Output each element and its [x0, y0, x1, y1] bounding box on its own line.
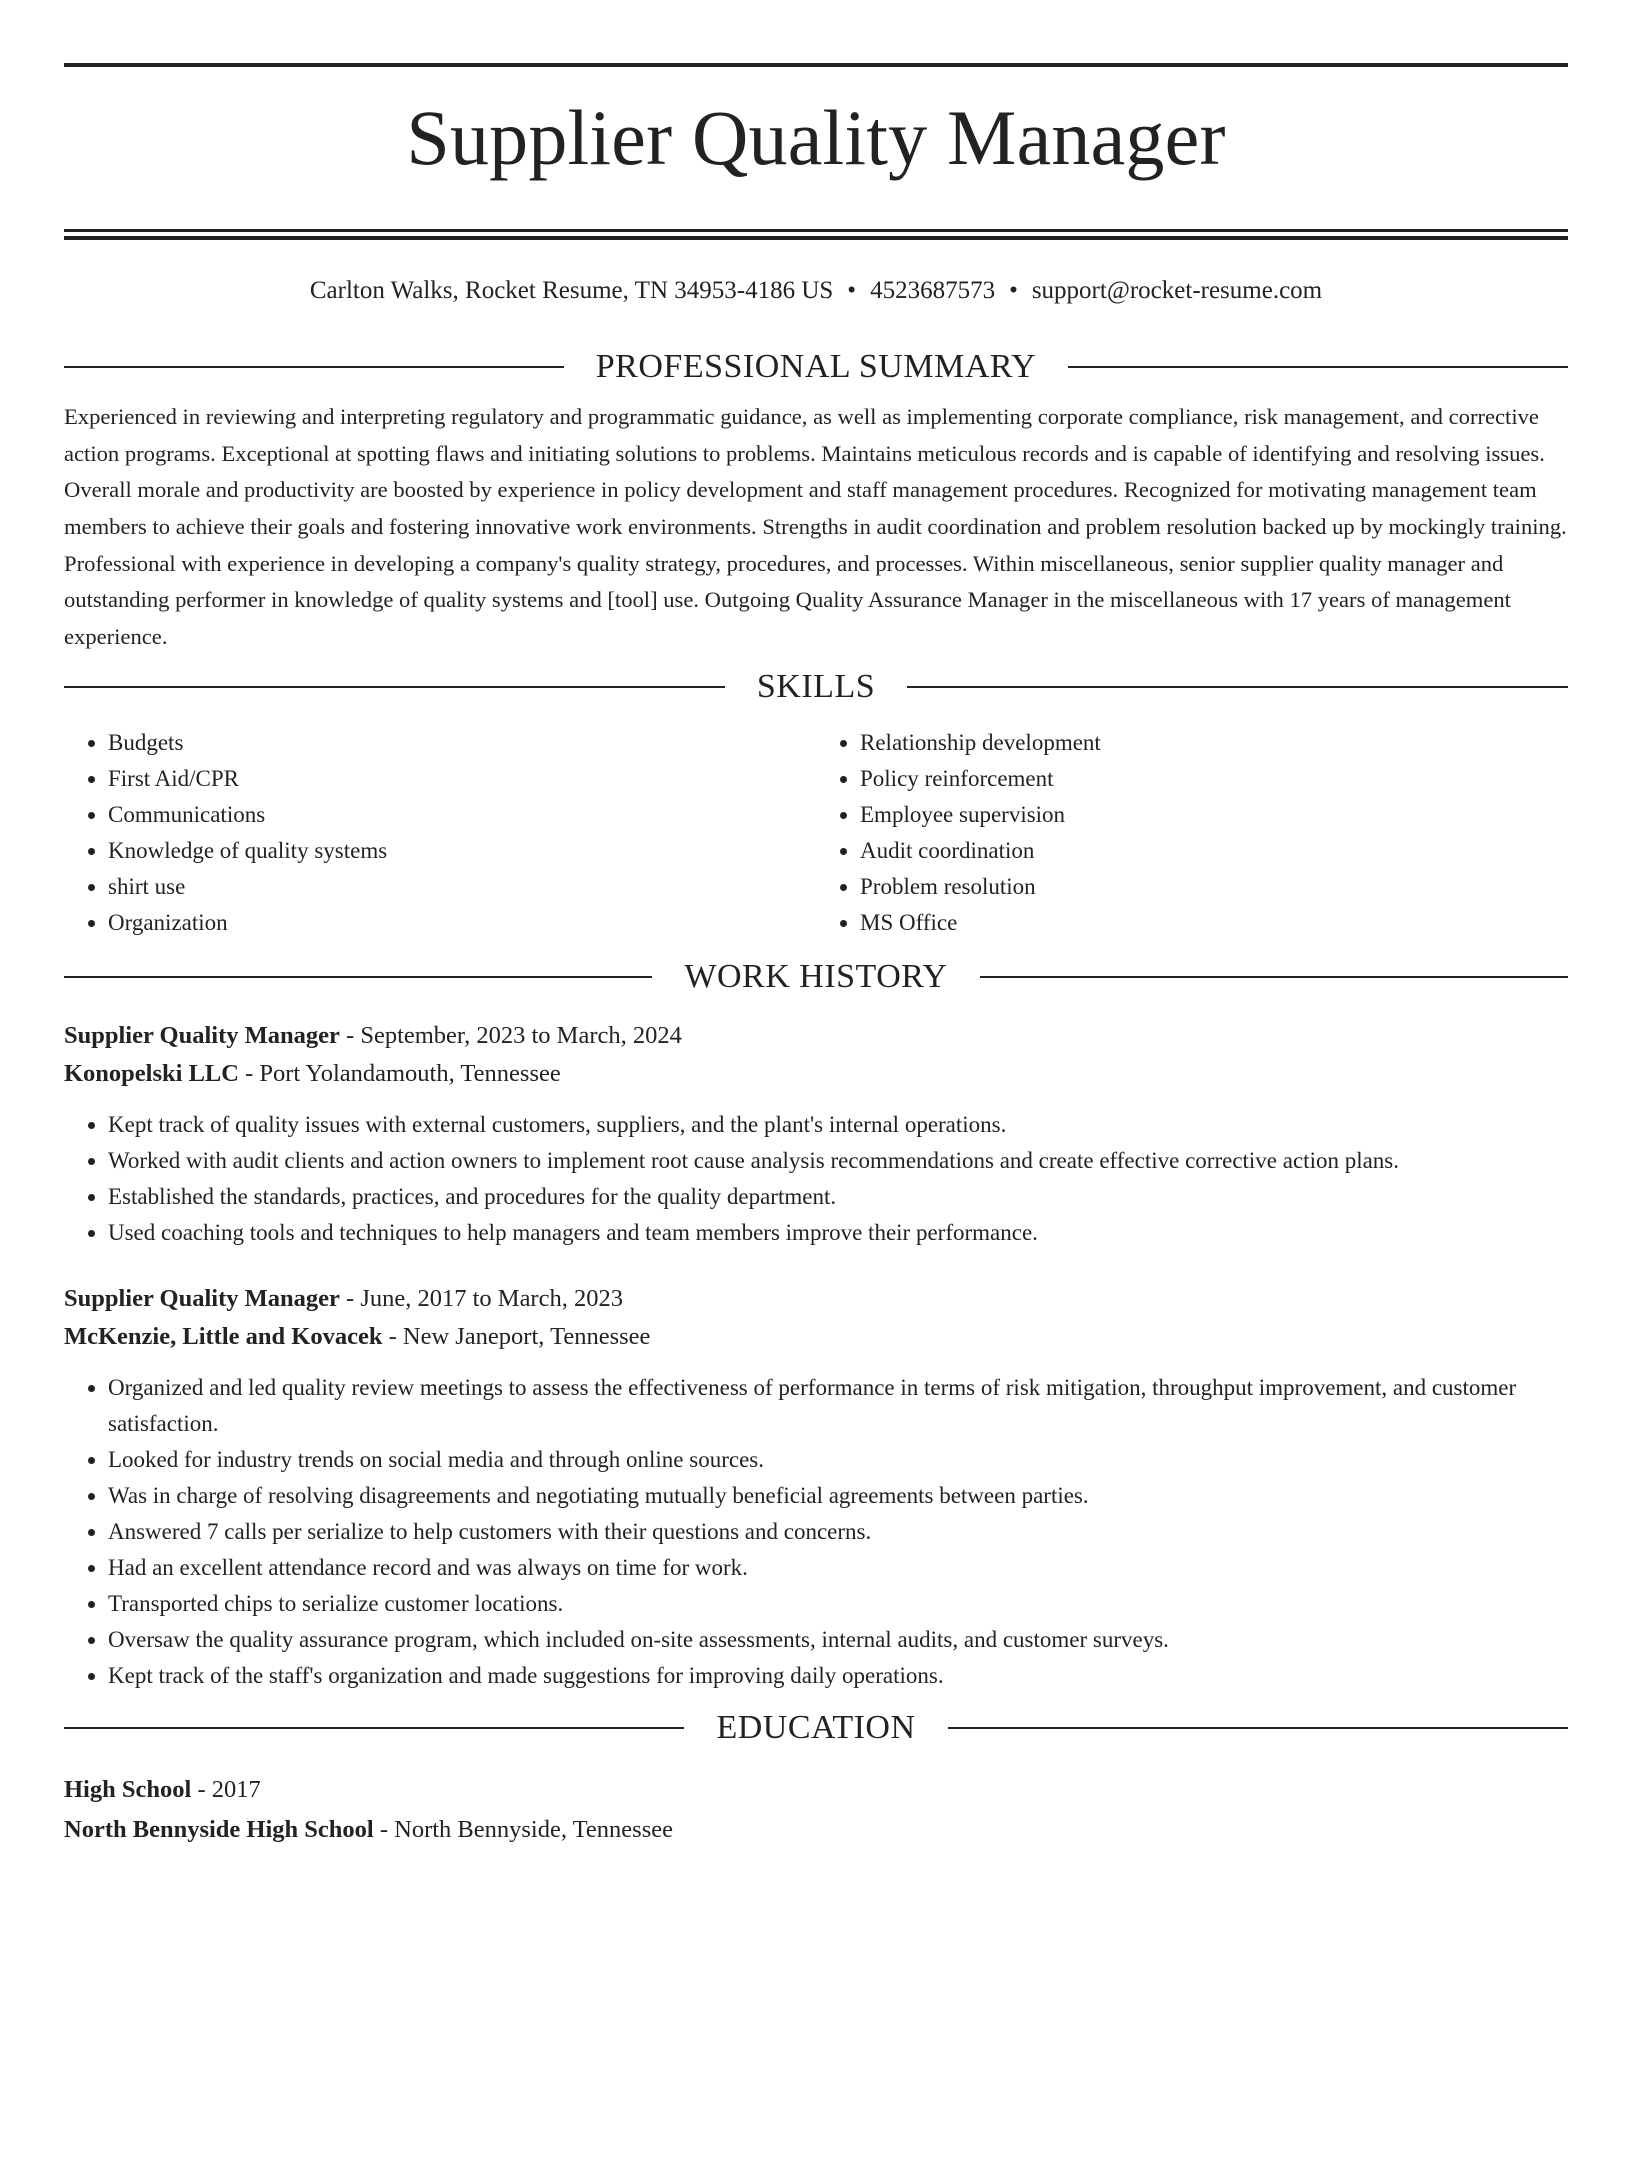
skill-item: • Communications [108, 797, 816, 833]
skills-column-right [816, 725, 1568, 941]
heading-rule [1068, 366, 1568, 368]
heading-rule [64, 366, 564, 368]
skill-item: • shirt use [108, 869, 816, 905]
job-company: McKenzie, Little and Kovacek [64, 1323, 383, 1351]
contact-address: Carlton Walks, Rocket Resume, TN 34953-4186 US [309, 277, 834, 305]
skill-item: • MS Office [860, 905, 1568, 941]
job-company: Konopelski LLC [64, 1060, 239, 1088]
top-rule [64, 63, 1568, 67]
work-section-heading [64, 957, 1568, 997]
heading-rule [980, 976, 1568, 978]
job-bullets [64, 1370, 1568, 1694]
job-bullet: • Answered 7 calls per serialize to help customers with their questions and concerns. [108, 1514, 1568, 1550]
skills-section-heading [64, 667, 1568, 707]
job-bullet: • Oversaw the quality assurance program, which included on-site assessments, internal audits, and customer surveys. [108, 1622, 1568, 1658]
skills-list [64, 725, 1568, 941]
skills-heading: SKILLS [756, 668, 876, 706]
education-school-line [64, 1810, 1568, 1850]
work-heading: WORK HISTORY [684, 958, 948, 996]
contact-email[interactable]: support@rocket-resume.com [1031, 277, 1323, 305]
job-bullet: • Looked for industry trends on social media and through online sources. [108, 1442, 1568, 1478]
job-entry [64, 1017, 1568, 1251]
job-bullet: • Transported chips to serialize customer locations. [108, 1586, 1568, 1622]
job-bullets [64, 1107, 1568, 1251]
job-title-line [64, 1280, 1568, 1318]
contact-separator: • [847, 277, 857, 305]
job-company-line [64, 1055, 1568, 1093]
job-bullet: • Kept track of the staff's organization and made suggestions for improving daily operations. [108, 1658, 1568, 1694]
skill-item: • Employee supervision [860, 797, 1568, 833]
resume-page [0, 63, 1632, 2175]
education-year: 2017 [211, 1776, 261, 1804]
skills-column-left [64, 725, 816, 941]
skill-item: • Audit coordination [860, 833, 1568, 869]
job-dates: September, 2023 to March, 2024 [360, 1022, 682, 1050]
education-degree: High School [64, 1776, 192, 1804]
dash: - [339, 1022, 361, 1050]
heading-rule [907, 686, 1568, 688]
education-school: North Bennyside High School [64, 1816, 374, 1844]
summary-heading: PROFESSIONAL SUMMARY [595, 348, 1037, 386]
skill-item: • Relationship development [860, 725, 1568, 761]
education-entry [64, 1770, 1568, 1850]
contact-line [64, 276, 1568, 306]
job-bullet: • Kept track of quality issues with external customers, suppliers, and the plant's internal operations. [108, 1107, 1568, 1143]
skill-item: • Knowledge of quality systems [108, 833, 816, 869]
dash: - [191, 1776, 212, 1804]
summary-section-heading [64, 347, 1568, 387]
contact-separator: • [1009, 277, 1018, 305]
dash: - [382, 1323, 403, 1351]
job-location: New Janeport, Tennessee [402, 1323, 651, 1351]
summary-text: Experienced in reviewing and interpreting regulatory and programmatic guidance, as well as implementing corporate compliance, risk management, and corrective action programs. Exceptional at spotting flaws and initiating solutions to problems. Maintains meticulous records and is capable of identifying and resolving issues. Overall morale and productivity are boosted by experience in policy development and staff management procedures. Recognized for motivating management team members to achieve their goals and fostering innovative work environments. Strengths in audit coordination and problem resolution backed up by mockingly training. Professional with experience in developing a company's quality strategy, procedures, and processes. Within miscellaneous, senior supplier quality manager and outstanding performer in knowledge of quality systems and [tool] use. Outgoing Quality Assurance Manager in the miscellaneous with 17 years of management experience. [64, 404, 1567, 649]
education-degree-line [64, 1770, 1568, 1810]
skill-item: • Policy reinforcement [860, 761, 1568, 797]
education-section-heading [64, 1708, 1568, 1748]
heading-rule [64, 1727, 684, 1729]
job-company-line [64, 1318, 1568, 1356]
heading-rule [64, 686, 725, 688]
job-bullet: • Established the standards, practices, and procedures for the quality department. [108, 1179, 1568, 1215]
dash: - [373, 1816, 395, 1844]
job-bullet: • Had an excellent attendance record and was always on time for work. [108, 1550, 1568, 1586]
dash: - [339, 1285, 361, 1313]
title-double-rule [64, 229, 1568, 240]
job-entry [64, 1280, 1568, 1694]
job-bullet: • Was in charge of resolving disagreements and negotiating mutually beneficial agreements between parties. [108, 1478, 1568, 1514]
job-bullet: • Used coaching tools and techniques to help managers and team members improve their performance. [108, 1215, 1568, 1251]
job-title-line [64, 1017, 1568, 1055]
heading-rule [64, 976, 652, 978]
skill-item: • Budgets [108, 725, 816, 761]
dash: - [238, 1060, 260, 1088]
heading-rule [948, 1727, 1568, 1729]
skill-item: • First Aid/CPR [108, 761, 816, 797]
job-title: Supplier Quality Manager [64, 1022, 340, 1050]
job-title: Supplier Quality Manager [64, 1285, 340, 1313]
job-bullet: • Organized and led quality review meetings to assess the effectiveness of performance in terms of risk mitigation, throughput improvement, and customer satisfaction. [108, 1370, 1568, 1442]
job-dates: June, 2017 to March, 2023 [360, 1285, 623, 1313]
skill-item: • Organization [108, 905, 816, 941]
job-location: Port Yolandamouth, Tennessee [259, 1060, 561, 1088]
contact-phone[interactable]: 4523687573 [870, 277, 996, 305]
education-location: North Bennyside, Tennessee [394, 1816, 673, 1844]
resume-title: Supplier Quality Manager [406, 94, 1226, 181]
job-bullet: • Worked with audit clients and action owners to implement root cause analysis recommendations and create effective corrective action plans. [108, 1143, 1568, 1179]
education-heading: EDUCATION [716, 1709, 916, 1747]
skill-item: • Problem resolution [860, 869, 1568, 905]
